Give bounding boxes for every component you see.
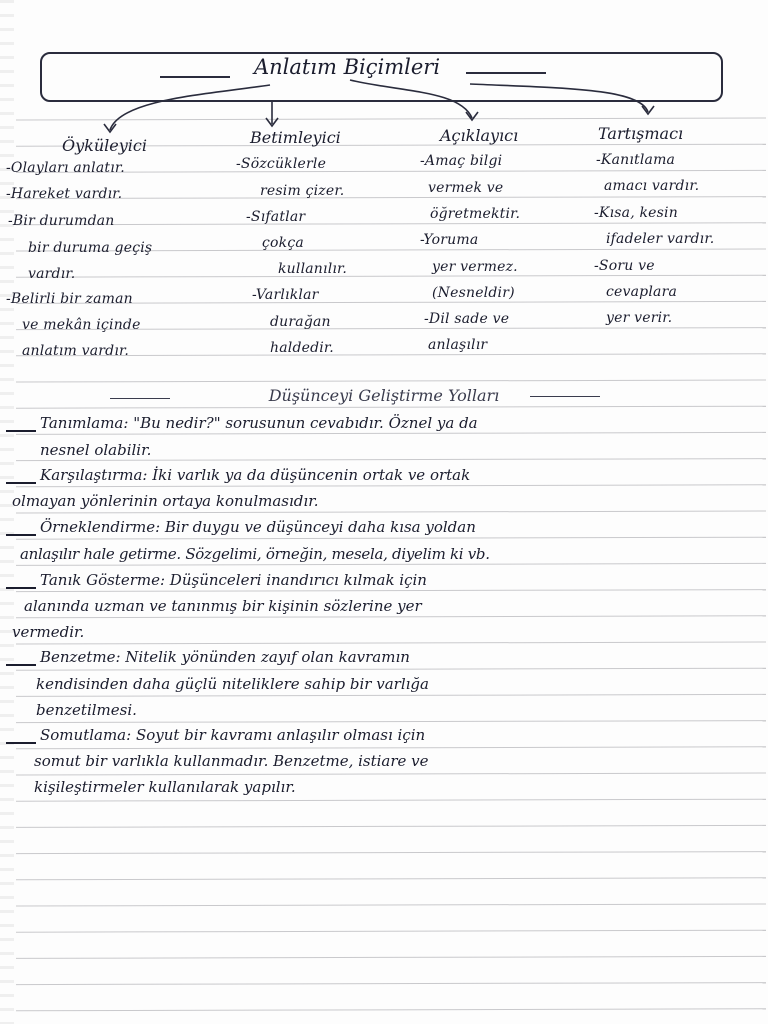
ruled-line — [16, 380, 766, 382]
col3-line: -Yoruma — [420, 232, 479, 248]
body-line: vermedir. — [12, 623, 85, 641]
ruled-line — [16, 983, 766, 985]
ruled-line — [16, 170, 766, 172]
col2-line: -Varlıklar — [252, 287, 319, 303]
ruled-line — [16, 825, 766, 827]
ruled-line — [16, 197, 766, 199]
col4-line: ifadeler vardır. — [606, 231, 715, 247]
col4-line: amacı vardır. — [604, 178, 700, 194]
col1-line: bir duruma geçiş — [28, 240, 153, 256]
col2-line: durağan — [270, 314, 331, 330]
col1-line: vardır. — [28, 266, 76, 282]
body-line: Karşılaştırma: İki varlık ya da düşüncenin ortak ve ortak — [40, 466, 471, 484]
ruled-line — [16, 956, 766, 958]
ruled-line — [16, 930, 766, 932]
ruled-line — [16, 773, 766, 775]
column-header-betimleyici: Betimleyici — [250, 128, 341, 147]
body-line: kendisinden daha güçlü niteliklere sahip bir varlığa — [36, 675, 429, 693]
col3-line: (Nesneldir) — [432, 285, 515, 301]
body-line: Tanık Gösterme: Düşünceleri inandırıcı kılmak için — [40, 571, 427, 589]
ruled-line — [16, 747, 766, 749]
column-header-tartismaci: Tartışmacı — [598, 124, 684, 143]
body-line: Benzetme: Nitelik yönünden zayıf olan kavramın — [40, 648, 410, 666]
col4-line: -Soru ve — [594, 258, 655, 274]
ruled-line — [16, 642, 766, 644]
col2-line: -Sözcüklerle — [236, 156, 327, 172]
col1-line: -Belirli bir zaman — [6, 291, 133, 307]
col2-line: resim çizer. — [260, 183, 345, 199]
bullet-dash — [6, 742, 36, 744]
bullet-dash — [6, 587, 36, 589]
body-line: olmayan yönlerinin ortaya konulmasıdır. — [12, 492, 319, 510]
body-line: anlaşılır hale getirme. Sözgelimi, örneğin, mesela, diyelim ki vb. — [20, 545, 490, 563]
ruled-line — [16, 432, 766, 434]
body-line: Somutlama: Soyut bir kavramı anlaşılır olması için — [40, 726, 426, 744]
body-line: kişileştirmeler kullanılarak yapılır. — [34, 778, 296, 796]
body-line: benzetilmesi. — [36, 701, 137, 719]
ruled-line — [16, 721, 766, 723]
body-line: Tanımlama: "Bu nedir?" sorusunun cevabıdır. Öznel ya da — [40, 414, 478, 432]
ruled-line — [16, 1009, 766, 1011]
ruled-line — [16, 590, 766, 592]
ruled-line — [16, 537, 766, 539]
ruled-line — [16, 878, 766, 880]
col1-line: -Olayları anlatır. — [6, 160, 125, 176]
col3-line: -Dil sade ve — [424, 311, 510, 327]
ruled-line — [16, 799, 766, 801]
ruled-line — [16, 563, 766, 565]
bullet-dash — [6, 534, 36, 536]
body-line: Örneklendirme: Bir duygu ve düşünceyi daha kısa yoldan — [40, 518, 476, 536]
col2-line: kullanılır. — [278, 261, 348, 277]
col4-line: yer verir. — [606, 310, 673, 326]
col1-line: -Bir durumdan — [8, 213, 115, 229]
col3-line: öğretmektir. — [430, 206, 521, 222]
body-line: somut bir varlıkla kullanmadır. Benzetme, istiare ve — [34, 752, 429, 770]
col4-line: -Kısa, kesin — [594, 205, 678, 221]
ruled-line — [16, 668, 766, 670]
ruled-line — [16, 904, 766, 906]
col1-line: ve mekân içinde — [22, 317, 141, 333]
col3-line: vermek ve — [428, 180, 504, 196]
body-line: alanında uzman ve tanınmış bir kişinin sözlerine yer — [24, 597, 422, 615]
column-header-aciklayici: Açıklayıcı — [440, 126, 519, 145]
col3-line: yer vermez. — [432, 259, 518, 275]
ruled-line — [16, 616, 766, 618]
column-header-oykuleyici: Öyküleyici — [62, 136, 147, 155]
bullet-dash — [6, 430, 36, 432]
bullet-dash — [6, 482, 36, 484]
ruled-line — [16, 223, 766, 225]
body-line: nesnel olabilir. — [40, 441, 152, 459]
col2-line: haldedir. — [270, 340, 334, 356]
section-title: Düşünceyi Geliştirme Yolları — [268, 386, 500, 405]
col3-line: anlaşılır — [428, 337, 488, 353]
branch-arrows — [0, 0, 768, 140]
ruled-line — [16, 852, 766, 854]
bullet-dash — [6, 664, 36, 666]
col2-line: -Sıfatlar — [246, 209, 306, 225]
col3-line: -Amaç bilgi — [420, 153, 503, 169]
page-title: Anlatım Biçimleri — [253, 55, 441, 79]
ruled-line — [16, 485, 766, 487]
ruled-line — [16, 406, 766, 408]
col4-line: -Kanıtlama — [596, 152, 676, 168]
ruled-line — [16, 511, 766, 513]
col4-line: cevaplara — [606, 284, 678, 300]
ruled-line — [16, 694, 766, 696]
ruled-line — [16, 275, 766, 277]
col2-line: çokça — [262, 235, 304, 251]
col1-line: -Hareket vardır. — [6, 186, 123, 202]
col1-line: anlatım vardır. — [22, 343, 130, 359]
